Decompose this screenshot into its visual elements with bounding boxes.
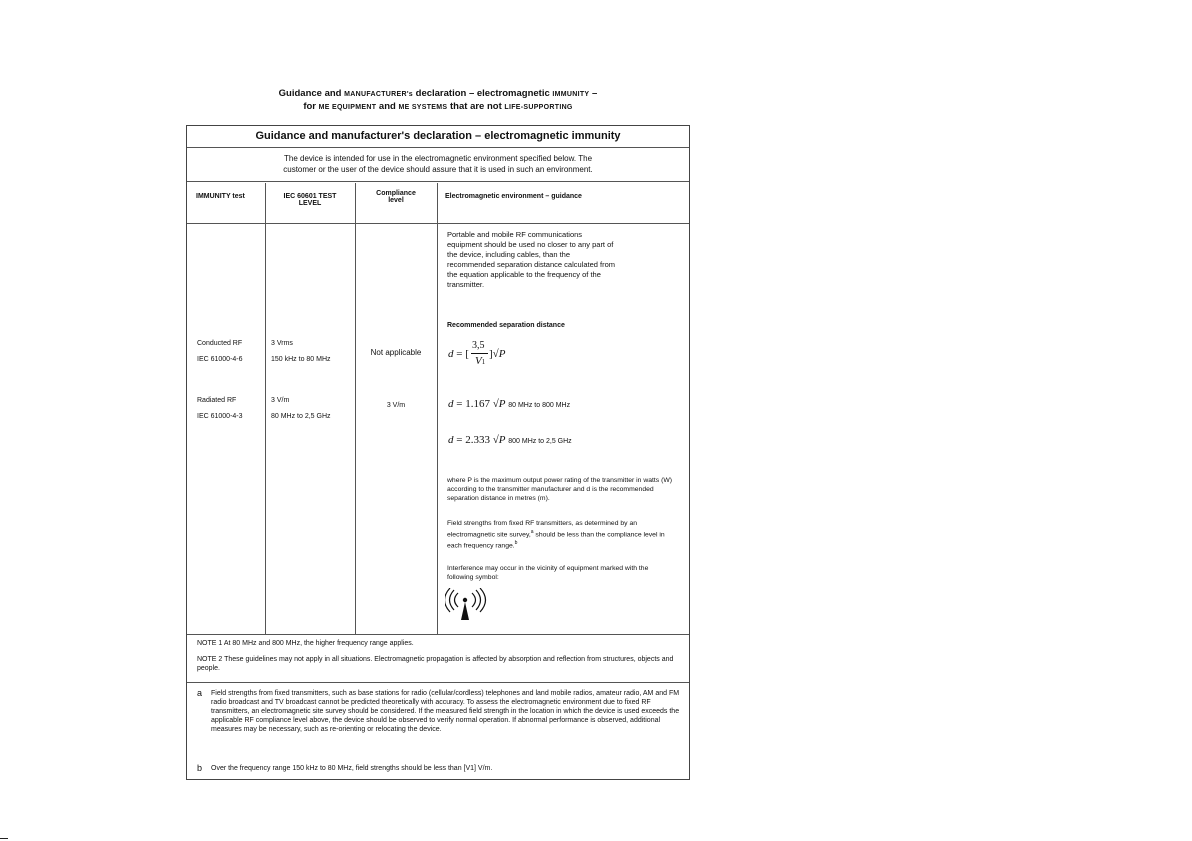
table-title: Guidance and manufacturer's declaration – electromagnetic immunity [187, 126, 689, 148]
document-caption [186, 88, 690, 114]
note-2: NOTE 2 These guidelines may not apply in all situations. Electromagnetic propagation is affected by absorption and reflection from structures, objects and people. [197, 656, 674, 672]
interference-warning: Interference may occur in the vicinity of equipment marked with the following symbol: [447, 565, 649, 581]
conducted-test-name: Conducted RF [197, 340, 243, 347]
separation-heading: Recommended separation distance [447, 322, 565, 329]
radiated-test-level: 3 V/m [271, 397, 290, 404]
radiated-test-standard: IEC 61000-4-3 [197, 413, 243, 420]
table-header-row [187, 183, 689, 224]
immunity-table [186, 125, 690, 780]
header-test-level: IEC 60601 TEST LEVEL [283, 193, 337, 207]
radiated-compliance: 3 V/m [386, 402, 406, 409]
conducted-test-level: 3 Vrms [271, 340, 293, 347]
table-notes [187, 634, 689, 683]
table-body: Conducted RF IEC 61000-4-6 3 Vrms 150 kHz to 80 MHz Not applicable Radiated RF IEC 61000-4-3 3 V/m 80 MHz to 2,5 GHz 3 V/m Portable and mobile RF communications equipment should be used no closer to any part of the device, including cables, than the recommended separation distance calculated from the equation applicable to the frequency of the transmitter. Recommended separation distance d = [ 3,5 V1 ]√P d = 1.167 √P 80 MHz to 800 MHz d = 2.333 √P 800 MHz to 2,5 GHz where P is the maximum output power rating of the transmitter in watts (W) according to the transmitter manufacturer and d is the recommended separation distance in metres (m). Field strengths from fixed RF transmitters, as determined by an electromagnetic site survey,$^a$ should be less than the compliance level in each frequency range.$^b$ Interference may occur in the vicinity of equipment marked with the following symbol: [187, 224, 689, 634]
guidance-intro: Portable and mobile RF communications equipment should be used no closer to any part of the device, including cables, than the recommended separation distance calculated from the equation applicable to the frequency of the transmitter. [447, 230, 616, 289]
footnote-a: a Field strengths from fixed transmitters, such as base stations for radio (cellular/cordless) telephones and land mobile radios, amateur radio, AM and FM radio broadcast and TV broadcast cannot be predicted theoretically with accuracy. To assess the electromagnetic environment due to fixed RF transmitters, an electromagnetic site survey should be considered. If the measured field strength in the location in which the device is used exceeds the applicable RF compliance level above, the device should be observed to verify normal operation. If abnormal performance is observed, additional measures may be necessary, such as re-orienting or relocating the device. [197, 688, 680, 733]
caption-line-2: for ME EQUIPMENT and ME SYSTEMS that are not LIFE-SUPPORTING [303, 101, 573, 112]
radiated-frequency-range: 80 MHz to 2,5 GHz [271, 413, 331, 420]
page-edge-mark [0, 838, 8, 839]
where-definition: where P is the maximum output power rating of the transmitter in watts (W) according to the transmitter manufacturer and d is the recommended separation distance in metres (m). [447, 477, 673, 502]
table-intro: The device is intended for use in the electromagnetic environment specified below. The customer or the user of the device should assure that it is used in such an environment. [187, 148, 689, 182]
header-compliance: Compliance level [376, 190, 416, 204]
conducted-test-standard: IEC 61000-4-6 [197, 356, 243, 363]
header-guidance: Electromagnetic environment – guidance [445, 193, 582, 200]
conducted-compliance: Not applicable [370, 348, 422, 357]
radiated-test-name: Radiated RF [197, 397, 237, 404]
conducted-frequency-range: 150 kHz to 80 MHz [271, 356, 331, 363]
formula-800-2500: d = 2.333 √P 800 MHz to 2,5 GHz [448, 434, 572, 446]
non-ionizing-radiation-icon [445, 588, 487, 622]
formula-80-800: d = 1.167 √P 80 MHz to 800 MHz [448, 398, 571, 410]
note-1: NOTE 1 At 80 MHz and 800 MHz, the higher frequency range applies. [197, 640, 414, 647]
footnote-b: b Over the frequency range 150 kHz to 80 MHz, field strengths should be less than [V1] V/m. [197, 763, 493, 773]
header-immunity-test: IMMUNITY test [196, 193, 245, 200]
caption-line-1: Guidance and MANUFACTURER's declaration – electromagnetic IMMUNITY – [278, 88, 598, 99]
field-strength-guidance: Field strengths from fixed RF transmitters, as determined by an electromagnetic site survey,$^a$ should be less than the compliance level in each frequency range.$^b$ [447, 520, 665, 550]
